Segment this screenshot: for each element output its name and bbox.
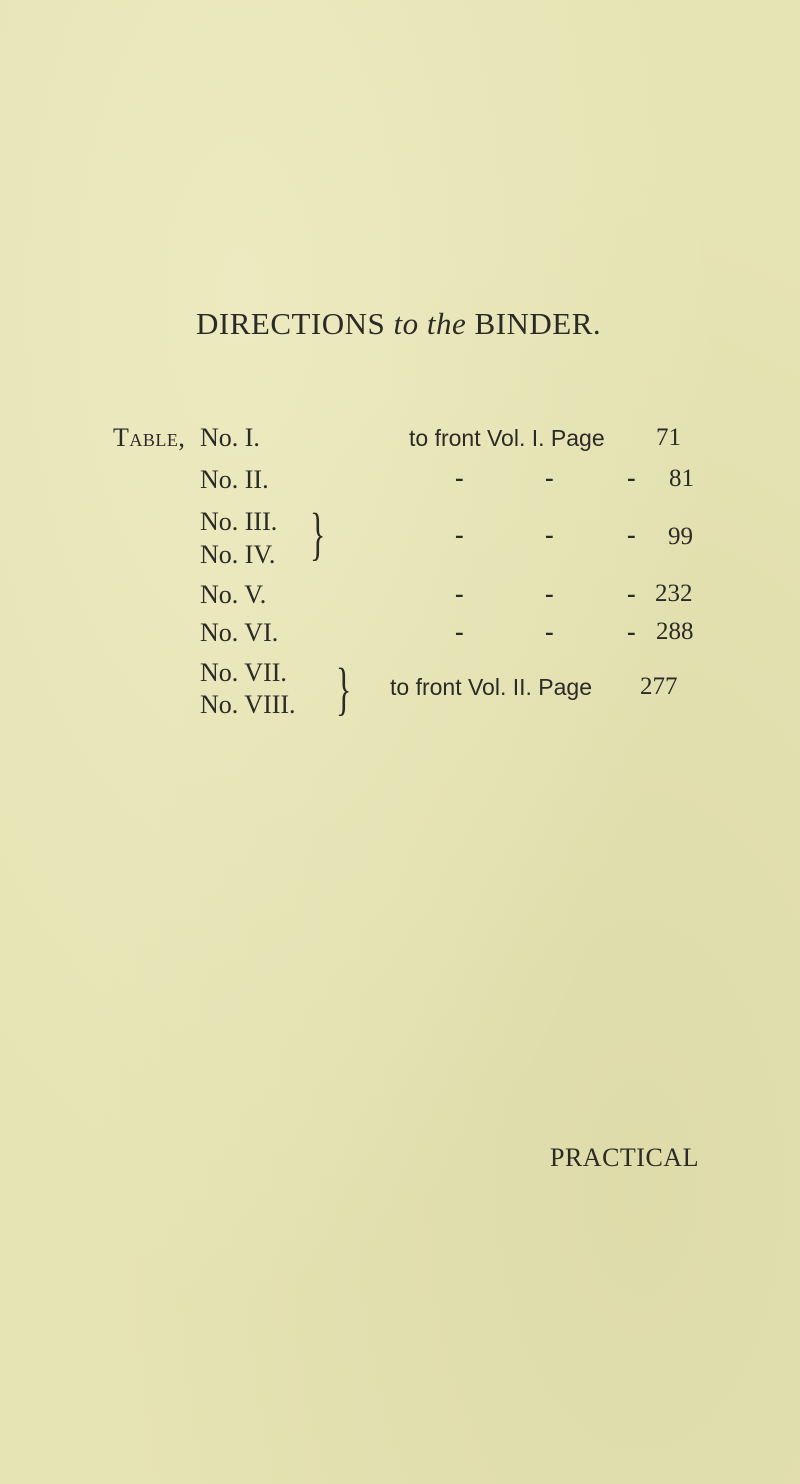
table-label: Table, (113, 423, 186, 452)
dash-6b: - (545, 617, 554, 646)
page-number-1: 71 (656, 424, 681, 451)
heading-binder: BINDER. (474, 306, 602, 341)
dash-2a: - (455, 463, 464, 492)
dash-4c: - (627, 520, 636, 549)
page-number-5: 232 (655, 580, 693, 607)
front-vol-2-label: to front Vol. II. Page (390, 674, 593, 700)
dash-6c: - (627, 617, 636, 646)
heading-directions: DIRECTIONS (196, 306, 386, 341)
table-no-5: No. V. (200, 580, 267, 609)
catchword: PRACTICAL (550, 1143, 699, 1172)
table-no-7: No. VII. (200, 658, 287, 687)
page-number-4: 99 (668, 523, 693, 550)
table-no-3: No. III. (200, 507, 278, 536)
brace-7-8: } (336, 656, 352, 721)
table-no-8: No. VIII. (200, 690, 296, 719)
table-no-1: No. I. (200, 423, 260, 452)
dash-5a: - (455, 579, 464, 608)
dash-6a: - (455, 617, 464, 646)
brace-3-4: } (310, 501, 326, 566)
table-no-6: No. VI. (200, 618, 279, 647)
dash-2b: - (545, 463, 554, 492)
dash-5c: - (627, 579, 636, 608)
page-number-6: 288 (656, 618, 694, 645)
page-heading (196, 306, 601, 342)
front-vol-1-label: to front Vol. I. Page (409, 425, 605, 451)
dash-4a: - (455, 520, 464, 549)
table-no-2: No. II. (200, 465, 269, 494)
page-number-8: 277 (640, 673, 678, 700)
table-no-4: No. IV. (200, 540, 276, 569)
heading-to-the: to the (393, 306, 467, 341)
page-number-2: 81 (669, 465, 694, 492)
dash-5b: - (545, 579, 554, 608)
dash-4b: - (545, 520, 554, 549)
dash-2c: - (627, 463, 636, 492)
